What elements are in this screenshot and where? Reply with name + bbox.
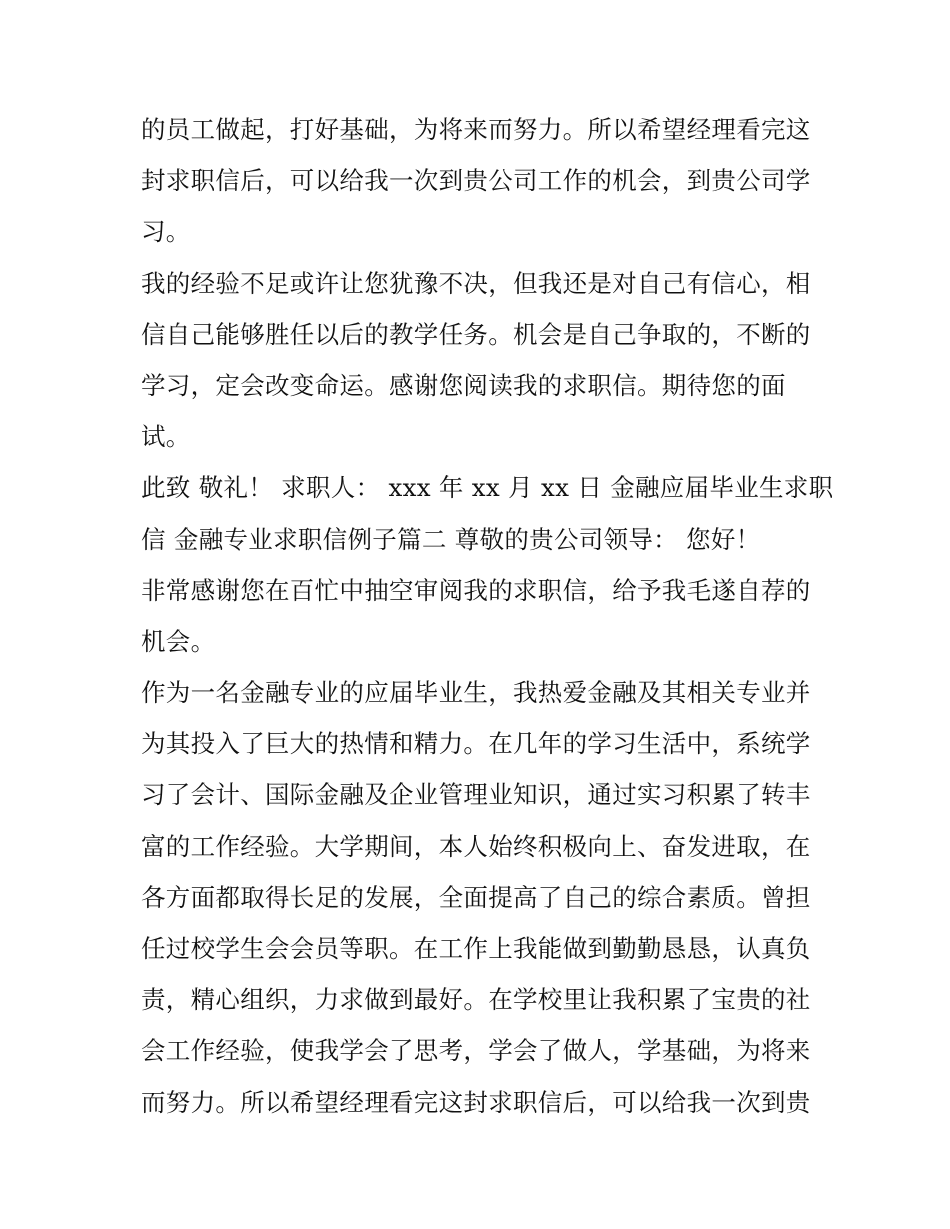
text-line: 此致 敬礼！ 求职人： xxx 年 xx 月 xx 日 金融应届毕业生求职: [141, 473, 834, 503]
text-line: 机会。: [141, 626, 216, 656]
text-line: 试。: [141, 422, 191, 452]
text-line: 各方面都取得长足的发展，全面提高了自己的综合素质。曾担: [141, 882, 811, 912]
text-line: 富的工作经验。大学期间，本人始终积极向上、奋发进取，在: [141, 831, 811, 861]
text-line: 信 金融专业求职信例子篇二 尊敬的贵公司领导： 您好！: [141, 524, 761, 554]
text-line: 作为一名金融专业的应届毕业生，我热爱金融及其相关专业并: [141, 678, 811, 708]
text-line: 为其投入了巨大的热情和精力。在几年的学习生活中，系统学: [141, 729, 811, 759]
text-line: 而努力。所以希望经理看完这封求职信后，可以给我一次到贵: [141, 1087, 811, 1117]
text-line: 任过校学生会会员等职。在工作上我能做到勤勤恳恳，认真负: [141, 934, 811, 963]
letter-body: [141, 104, 834, 1128]
text-line: 会工作经验，使我学会了思考，学会了做人，学基础，为将来: [141, 1036, 811, 1066]
text-line: 习了会计、国际金融及企业管理业知识，通过实习积累了转丰: [141, 780, 811, 810]
text-line: 我的经验不足或许让您犹豫不决，但我还是对自己有信心，相: [141, 268, 811, 298]
text-line: 信自己能够胜任以后的教学任务。机会是自己争取的，不断的: [141, 319, 811, 349]
text-line: 责，精心组织，力求做到最好。在学校里让我积累了宝贵的社: [141, 985, 811, 1015]
text-line: 封求职信后，可以给我一次到贵公司工作的机会，到贵公司学: [141, 166, 811, 196]
text-line: 学习，定会改变命运。感谢您阅读我的求职信。期待您的面: [141, 370, 786, 400]
text-line: 的员工做起，打好基础，为将来而努力。所以希望经理看完这: [141, 115, 811, 144]
text-line: 习。: [141, 217, 191, 247]
text-line: 非常感谢您在百忙中抽空审阅我的求职信，给予我毛遂自荐的: [141, 575, 811, 605]
